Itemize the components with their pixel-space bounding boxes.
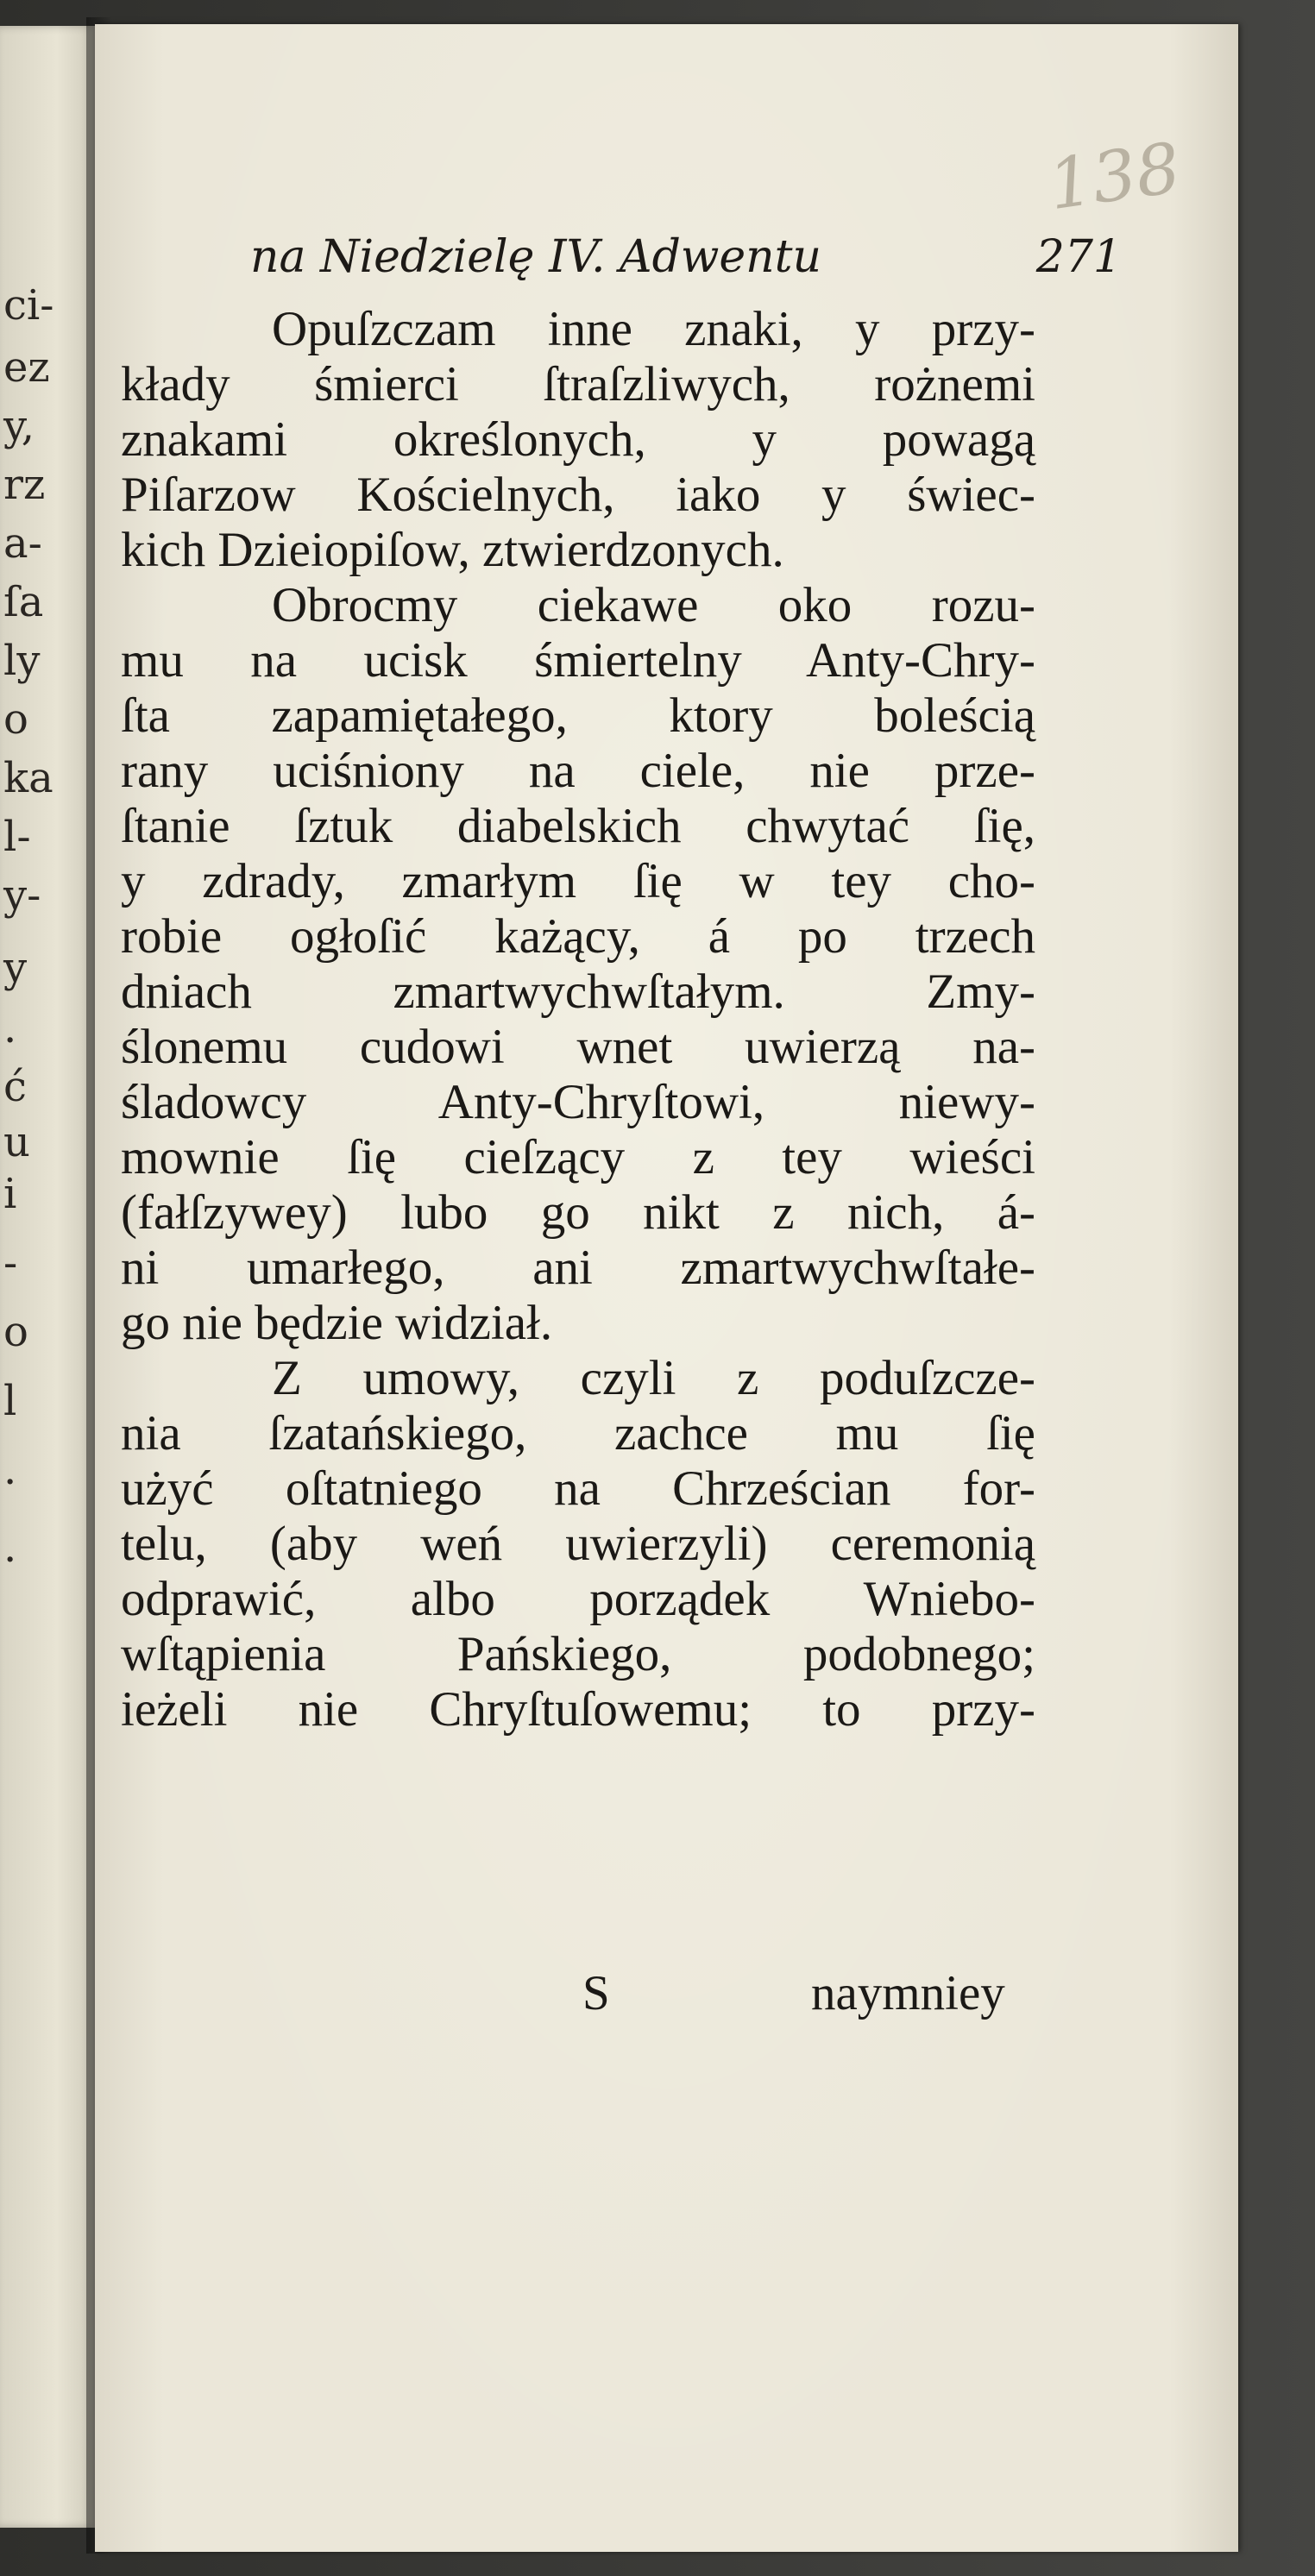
- signature-mark: S: [582, 1966, 610, 2020]
- handwritten-folio-number: 138: [1043, 127, 1186, 226]
- previous-page-fragment: -: [3, 1239, 18, 1287]
- text-line: odprawić, albo porządek Wniebo-: [121, 1572, 1035, 1626]
- text-line: kłady śmierci ſtraſzliwych, rożnemi: [121, 357, 1035, 412]
- previous-page-edge: [0, 26, 95, 2528]
- text-line: ſta zapamiętałego, ktory boleścią: [121, 688, 1035, 743]
- text-line: (fałſzywey) lubo go nikt z nich, á-: [121, 1185, 1035, 1240]
- previous-page-fragment: .: [3, 1524, 17, 1572]
- previous-page-fragment: u: [3, 1118, 30, 1166]
- text-line: Piſarzow Kościelnych, iako y świec-: [121, 468, 1035, 522]
- text-line: wſtąpienia Pańskiego, podobnego;: [121, 1627, 1035, 1681]
- previous-page-fragment: .: [3, 1446, 17, 1494]
- text-line: telu, (aby weń uwierzyli) ceremonią: [121, 1517, 1035, 1571]
- text-line: Opuſzczam inne znaki, y przy-: [272, 302, 1035, 356]
- previous-page-fragment: y,: [3, 402, 35, 450]
- previous-page-fragment: o: [3, 1308, 28, 1356]
- text-line: nia ſzatańskiego, zachce mu ſię: [121, 1406, 1035, 1461]
- text-line: użyć oſtatniego na Chrześcian for-: [121, 1461, 1035, 1516]
- text-line: znakami określonych, y powagą: [121, 412, 1035, 467]
- running-head-title: na Niedzielę IV. Adwentu: [250, 231, 822, 283]
- previous-page-fragment: y: [3, 944, 28, 992]
- text-line: rany uciśniony na ciele, nie prze-: [121, 744, 1035, 798]
- catchword: naymniey: [811, 1966, 1005, 2020]
- text-line: dniach zmartwychwſtałym. Zmy-: [121, 964, 1035, 1019]
- previous-page-fragment: .: [3, 1004, 17, 1052]
- previous-page-fragment: l: [3, 1377, 17, 1425]
- text-line: ni umarłego, ani zmartwychwſtałe-: [121, 1241, 1035, 1295]
- text-line: y zdrady, zmarłym ſię w tey cho-: [121, 854, 1035, 908]
- text-line: mu na ucisk śmiertelny Anty-Chry-: [121, 633, 1035, 688]
- previous-page-fragment: o: [3, 695, 28, 744]
- previous-page-fragment: ka: [3, 754, 53, 802]
- previous-page-fragment: l-: [3, 813, 31, 861]
- text-line: ieżeli nie Chryſtuſowemu; to przy-: [121, 1682, 1035, 1737]
- previous-page-fragment: ć: [3, 1063, 27, 1111]
- text-line: ſtanie ſztuk diabelskich chwytać ſię,: [121, 799, 1035, 853]
- text-line: mownie ſię cieſzący z tey wieści: [121, 1130, 1035, 1184]
- book-page: [95, 24, 1238, 2552]
- previous-page-fragment: ly: [3, 637, 41, 685]
- previous-page-fragment: y-: [3, 871, 41, 920]
- page-body-text: [121, 302, 1035, 1737]
- text-line: Z umowy, czyli z poduſzcze-: [272, 1351, 1035, 1405]
- text-line: ślonemu cudowi wnet uwierzą na-: [121, 1020, 1035, 1074]
- running-head: [250, 231, 1122, 300]
- text-line: kich Dzieiopiſow, ztwierdzonych.: [121, 523, 784, 577]
- text-line: go nie będzie widział.: [121, 1296, 553, 1350]
- text-line: Obrocmy ciekawe oko rozu-: [272, 578, 1035, 632]
- text-line: robie ogłoſić każący, á po trzech: [121, 909, 1035, 964]
- page-number: 271: [1035, 231, 1122, 283]
- previous-page-fragment: i: [3, 1170, 17, 1218]
- previous-page-fragment: a-: [3, 519, 42, 568]
- footer-line: [121, 1965, 1035, 2020]
- previous-page-fragment: ez: [3, 343, 50, 392]
- previous-page-fragment: ci-: [3, 281, 54, 330]
- text-line: śladowcy Anty-Chryſtowi, niewy-: [121, 1075, 1035, 1129]
- previous-page-fragment: rz: [3, 461, 46, 509]
- previous-page-fragment: ſa: [3, 578, 44, 626]
